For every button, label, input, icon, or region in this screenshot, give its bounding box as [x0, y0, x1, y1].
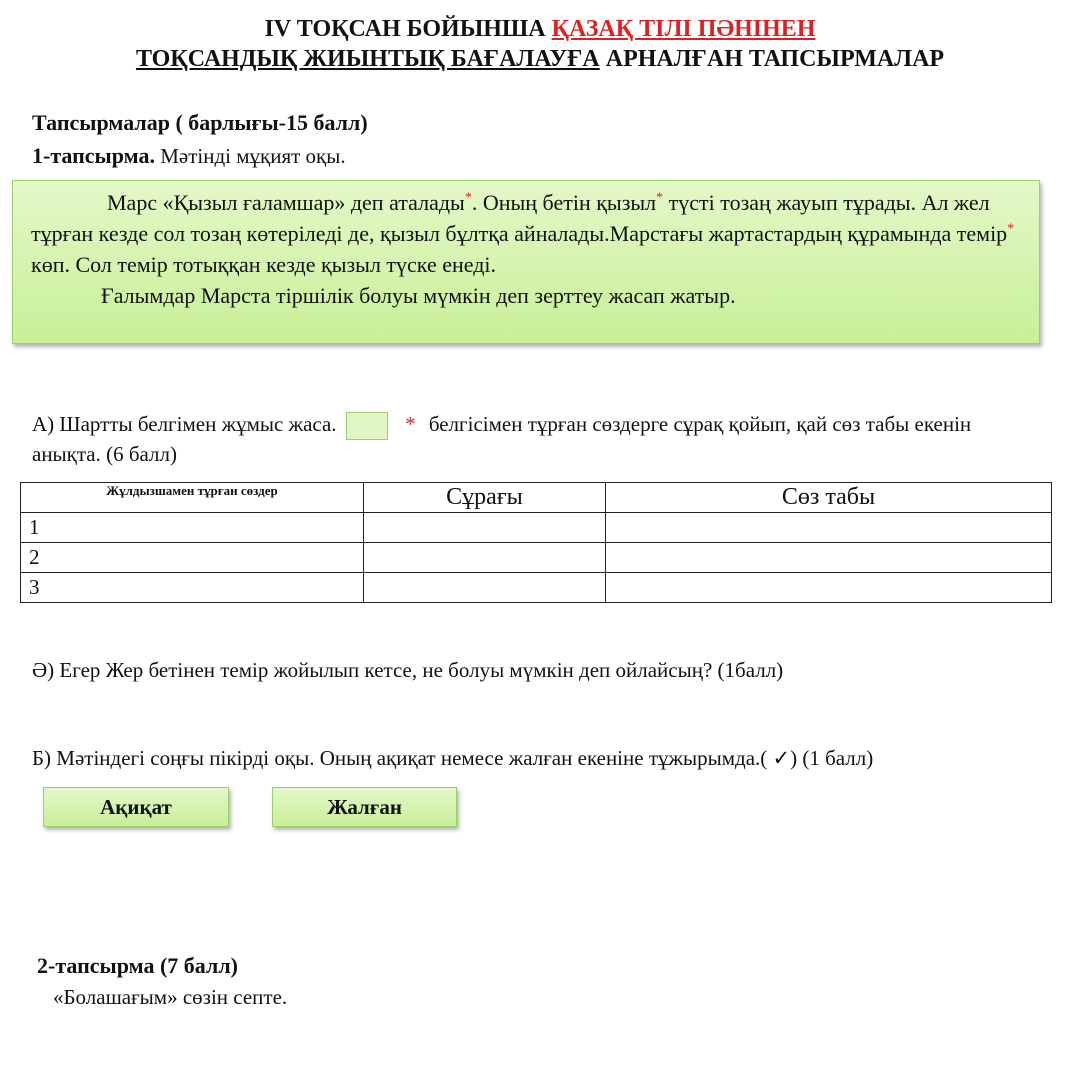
row-number: 1 — [21, 513, 364, 543]
title-line-2 — [0, 46, 1080, 73]
task1-instruction: Мәтінді мұқият оқы. — [154, 144, 346, 168]
answer-cell[interactable] — [364, 573, 606, 603]
table-row — [21, 543, 1052, 573]
answer-cell[interactable] — [606, 543, 1052, 573]
star-marker: * — [656, 190, 664, 206]
text-segment: түсті тозаң жауып тұрады. Ал жел тұрған кезде сол тозаң көтеріледі де, қызыл бұлтқа айналады.Марстағы жартастардың құрамында темір — [31, 190, 1008, 246]
column-header-question: Сұрағы — [364, 483, 606, 513]
question-ae: Ә) Егер Жер бетінен темір жойылып кетсе, не болуы мүмкін деп ойлайсың? (1балл) — [32, 658, 784, 682]
task1-heading — [32, 143, 346, 169]
title-line-2-part-2: АРНАЛҒАН ТАПСЫРМАЛАР — [599, 46, 945, 72]
question-a-part-1: А) Шартты белгімен жұмыс жаса. — [32, 412, 337, 436]
symbol-star: * — [405, 412, 416, 436]
table-header-row — [21, 483, 1052, 513]
row-number: 3 — [21, 573, 364, 603]
table-row — [21, 573, 1052, 603]
reading-paragraph-1 — [31, 187, 1021, 280]
task2-instruction: «Болашағым» сөзін септе. — [53, 985, 288, 1009]
table-row — [21, 513, 1052, 543]
task1-label: 1-тапсырма. — [32, 143, 155, 168]
true-button[interactable]: Ақиқат — [43, 787, 229, 827]
tasks-heading: Тапсырмалар ( барлығы-15 балл) — [32, 110, 368, 135]
star-marker: * — [464, 190, 472, 206]
answer-cell[interactable] — [364, 513, 606, 543]
star-marker: * — [1007, 221, 1015, 237]
symbol-box — [346, 412, 388, 440]
column-header-words: Жұлдызшамен тұрған сөздер — [21, 483, 364, 513]
subject-title: ҚАЗАҚ ТІЛІ ПӘНІНЕН — [551, 16, 816, 42]
title-line-1-part-1: IV ТОҚСАН БОЙЫНША — [264, 16, 552, 42]
row-number: 2 — [21, 543, 364, 573]
column-header-part-of-speech: Сөз табы — [606, 483, 1052, 513]
answer-cell[interactable] — [364, 543, 606, 573]
answer-cell[interactable] — [606, 513, 1052, 543]
title-line-1 — [0, 16, 1080, 43]
reading-text-box — [12, 180, 1040, 344]
false-button[interactable]: Жалған — [272, 787, 457, 827]
answer-cell[interactable] — [606, 573, 1052, 603]
question-b: Б) Мәтіндегі соңғы пікірді оқы. Оның ақиқат немесе жалған екеніне тұжырымда.( ✓) (1 балл) — [32, 746, 874, 770]
question-a-part-2: белгісімен тұрған сөздерге сұрақ қойып, қай сөз табы екенін анықта. (6 балл) — [32, 412, 972, 467]
text-segment: көп. Сол темір тотыққан кезде қызыл түске енеді. — [31, 252, 497, 277]
answer-table — [20, 482, 1052, 603]
text-segment: Марс «Қызыл ғаламшар» деп аталады — [107, 190, 465, 215]
title-line-2-part-1: ТОҚСАНДЫҚ ЖИЫНТЫҚ БАҒАЛАУҒА — [135, 46, 600, 72]
question-a — [32, 410, 1032, 468]
reading-paragraph-2: Ғалымдар Марста тіршілік болуы мүмкін деп зерттеу жасап жатыр. — [101, 283, 736, 308]
task2-heading: 2-тапсырма (7 балл) — [37, 953, 238, 978]
text-segment: . Оның бетін қызыл — [471, 190, 657, 215]
